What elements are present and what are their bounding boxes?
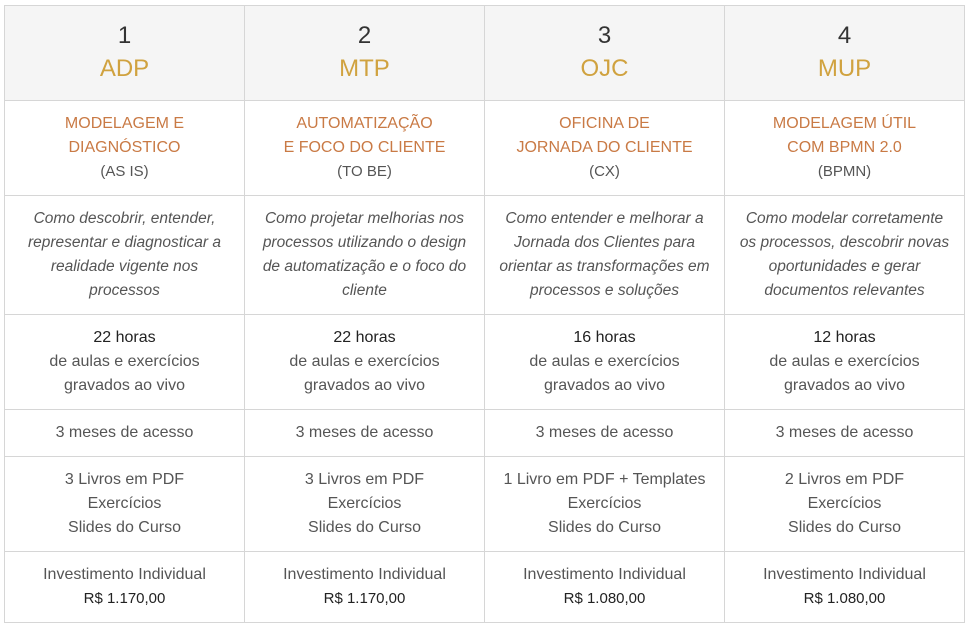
access-cell <box>485 410 725 457</box>
course-header-mup <box>725 6 965 101</box>
access-duration: 3 meses de acesso <box>535 424 674 441</box>
price-value: R$ 1.170,00 <box>83 590 166 607</box>
course-number: 1 <box>117 22 132 49</box>
material-item: Exercícios <box>807 495 882 512</box>
materials-cell <box>245 457 485 552</box>
hours-cell <box>725 315 965 410</box>
hours-detail: gravados ao vivo <box>304 377 425 394</box>
module-name-cell <box>485 101 725 196</box>
material-item: 2 Livros em PDF <box>784 471 905 488</box>
course-number: 3 <box>597 22 612 49</box>
course-number: 4 <box>837 22 852 49</box>
module-subtitle: (BPMN) <box>817 163 872 180</box>
price-cell <box>5 552 245 623</box>
hours-detail: de aulas e exercícios <box>769 353 920 370</box>
hours-detail: de aulas e exercícios <box>49 353 200 370</box>
price-cell <box>485 552 725 623</box>
access-duration: 3 meses de acesso <box>295 424 434 441</box>
description-cell <box>485 196 725 315</box>
material-item: Slides do Curso <box>308 519 421 536</box>
hours-detail: gravados ao vivo <box>544 377 665 394</box>
header-row <box>5 6 965 101</box>
course-header-ojc <box>485 6 725 101</box>
hours-value: 16 horas <box>573 329 636 346</box>
module-subtitle: (AS IS) <box>100 163 149 180</box>
access-cell <box>245 410 485 457</box>
module-title: MODELAGEM ÚTIL COM BPMN 2.0 <box>772 115 917 156</box>
price-row <box>5 552 965 623</box>
course-description: Como descobrir, entender, representar e diagnosticar a realidade vigente nos processos <box>27 210 221 299</box>
course-code: OJC <box>580 55 629 82</box>
hours-row <box>5 315 965 410</box>
description-cell <box>5 196 245 315</box>
module-title: OFICINA DE JORNADA DO CLIENTE <box>516 115 693 156</box>
course-description: Como modelar corretamente os processos, descobrir novas oportunidades e gerar documentos relevantes <box>739 210 950 299</box>
price-cell <box>245 552 485 623</box>
materials-cell <box>485 457 725 552</box>
description-cell <box>245 196 485 315</box>
access-duration: 3 meses de acesso <box>55 424 194 441</box>
hours-detail: gravados ao vivo <box>64 377 185 394</box>
hours-detail: gravados ao vivo <box>784 377 905 394</box>
price-label: Investimento Individual <box>523 566 686 583</box>
material-item: Exercícios <box>567 495 642 512</box>
course-comparison-table <box>4 5 965 623</box>
material-item: Slides do Curso <box>68 519 181 536</box>
course-code: ADP <box>99 55 150 82</box>
hours-detail: de aulas e exercícios <box>529 353 680 370</box>
module-name-cell <box>5 101 245 196</box>
course-description: Como projetar melhorias nos processos utilizando o design de automatização e o foco do cliente <box>262 210 467 299</box>
price-value: R$ 1.170,00 <box>323 590 406 607</box>
hours-value: 12 horas <box>813 329 876 346</box>
course-code: MUP <box>817 55 872 82</box>
material-item: Exercícios <box>327 495 402 512</box>
description-cell <box>725 196 965 315</box>
module-title: AUTOMATIZAÇÃO E FOCO DO CLIENTE <box>283 115 446 156</box>
materials-cell <box>5 457 245 552</box>
materials-row <box>5 457 965 552</box>
access-row <box>5 410 965 457</box>
price-label: Investimento Individual <box>763 566 926 583</box>
description-row <box>5 196 965 315</box>
material-item: Slides do Curso <box>548 519 661 536</box>
access-cell <box>5 410 245 457</box>
hours-cell <box>5 315 245 410</box>
hours-cell <box>245 315 485 410</box>
material-item: 3 Livros em PDF <box>64 471 185 488</box>
price-label: Investimento Individual <box>283 566 446 583</box>
module-title: MODELAGEM E DIAGNÓSTICO <box>64 115 185 156</box>
price-value: R$ 1.080,00 <box>563 590 646 607</box>
hours-cell <box>485 315 725 410</box>
price-value: R$ 1.080,00 <box>803 590 886 607</box>
material-item: 1 Livro em PDF + Templates <box>503 471 706 488</box>
module-name-row <box>5 101 965 196</box>
module-name-cell <box>725 101 965 196</box>
course-header-adp <box>5 6 245 101</box>
course-description: Como entender e melhorar a Jornada dos Clientes para orientar as transformações em processos e soluções <box>499 210 710 299</box>
module-subtitle: (TO BE) <box>337 163 392 180</box>
module-name-cell <box>245 101 485 196</box>
module-subtitle: (CX) <box>589 163 620 180</box>
price-cell <box>725 552 965 623</box>
course-number: 2 <box>357 22 372 49</box>
course-header-mtp <box>245 6 485 101</box>
access-cell <box>725 410 965 457</box>
material-item: 3 Livros em PDF <box>304 471 425 488</box>
access-duration: 3 meses de acesso <box>775 424 914 441</box>
hours-value: 22 horas <box>93 329 156 346</box>
price-label: Investimento Individual <box>43 566 206 583</box>
course-code: MTP <box>339 55 390 82</box>
material-item: Slides do Curso <box>788 519 901 536</box>
hours-value: 22 horas <box>333 329 396 346</box>
material-item: Exercícios <box>87 495 162 512</box>
materials-cell <box>725 457 965 552</box>
hours-detail: de aulas e exercícios <box>289 353 440 370</box>
